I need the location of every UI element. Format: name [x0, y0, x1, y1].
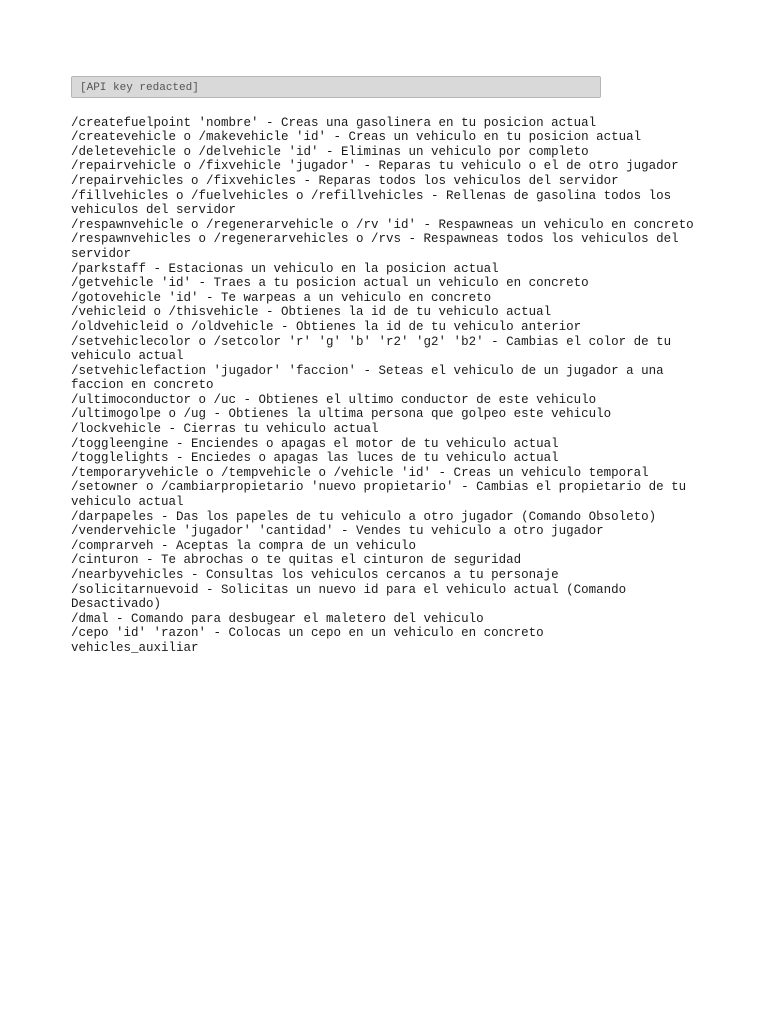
command-line: /oldvehicleid o /oldvehicle - Obtienes la id de tu vehiculo anterior — [71, 319, 582, 334]
command-line: /darpapeles - Das los papeles de tu vehiculo a otro jugador (Comando Obsoleto) — [71, 509, 657, 524]
command-line: /repairvehicle o /fixvehicle 'jugador' - Reparas tu vehiculo o el de otro jugador — [71, 159, 679, 174]
command-line: /cinturon - Te abrochas o te quitas el cinturon de seguridad — [71, 553, 522, 568]
command-line: /togglelights - Enciedes o apagas las luces de tu vehiculo actual — [71, 451, 559, 466]
command-line: /toggleengine - Enciendes o apagas el motor de tu vehiculo actual — [71, 436, 559, 451]
command-line: /respawnvehicles o /regenerarvehicles o /rvs - Respawneas todos los vehiculos del servidor — [71, 232, 687, 261]
command-line: /setvehiclecolor o /setcolor 'r' 'g' 'b' 'r2' 'g2' 'b2' - Cambias el color de tu vehiculo actual — [71, 334, 679, 364]
command-line: /ultimogolpe o /ug - Obtienes la ultima persona que golpeo este vehiculo — [71, 407, 612, 422]
redaction-placeholder: [API key redacted] — [71, 76, 601, 98]
redacted-api-key-block — [71, 72, 711, 101]
command-line: /fillvehicles o /fuelvehicles o /refillvehicles - Rellenas de gasolina todos los vehiculos del servidor — [71, 188, 679, 218]
command-line: /temporaryvehicle o /tempvehicle o /vehicle 'id' - Creas un vehiculo temporal — [71, 465, 649, 480]
command-line: /parkstaff - Estacionas un vehiculo en la posicion actual — [71, 261, 499, 276]
command-line: /getvehicle 'id' - Traes a tu posicion actual un vehiculo en concreto — [71, 276, 589, 291]
command-line: /vendervehicle 'jugador' 'cantidad' - Vendes tu vehiculo a otro jugador — [71, 524, 604, 539]
command-line: /dmal - Comando para desbugear el maletero del vehiculo — [71, 611, 484, 626]
command-line: /repairvehicles o /fixvehicles - Reparas todos los vehiculos del servidor — [71, 173, 619, 188]
document-page — [71, 72, 711, 656]
command-line: /createfuelpoint 'nombre' - Creas una gasolinera en tu posicion actual — [71, 115, 597, 130]
command-line: /setowner o /cambiarpropietario 'nuevo propietario' - Cambias el propietario de tu vehiculo actual — [71, 480, 694, 510]
command-line: /nearbyvehicles - Consultas los vehiculos cercanos a tu personaje — [71, 568, 559, 582]
command-line: /createvehicle o /makevehicle 'id' - Creas un vehiculo en tu posicion actual — [71, 130, 642, 145]
command-line: /ultimoconductor o /uc - Obtienes el ultimo conductor de este vehiculo — [71, 392, 597, 407]
command-line: /deletevehicle o /delvehicle 'id' - Eliminas un vehiculo por completo — [71, 144, 589, 159]
command-list — [71, 116, 711, 656]
command-line: /cepo 'id' 'razon' - Colocas un cepo en un vehiculo en concreto — [71, 626, 544, 641]
command-line: /gotovehicle 'id' - Te warpeas a un vehiculo en concreto — [71, 290, 492, 305]
command-line: /setvehiclefaction 'jugador' 'faccion' - Seteas el vehiculo de un jugador a una faccion en concreto — [71, 363, 672, 393]
command-line: /solicitarnuevoid - Solicitas un nuevo id para el vehiculo actual (Comando Desactivado) — [71, 582, 634, 612]
command-line: /lockvehicle - Cierras tu vehiculo actual — [71, 422, 379, 437]
command-line: vehicles_auxiliar — [71, 640, 199, 655]
command-line: /comprarveh - Aceptas la compra de un vehiculo — [71, 538, 417, 553]
command-line: /respawnvehicle o /regenerarvehicle o /rv 'id' - Respawneas un vehiculo en concreto — [71, 217, 694, 232]
command-line: /vehicleid o /thisvehicle - Obtienes la id de tu vehiculo actual — [71, 305, 552, 320]
